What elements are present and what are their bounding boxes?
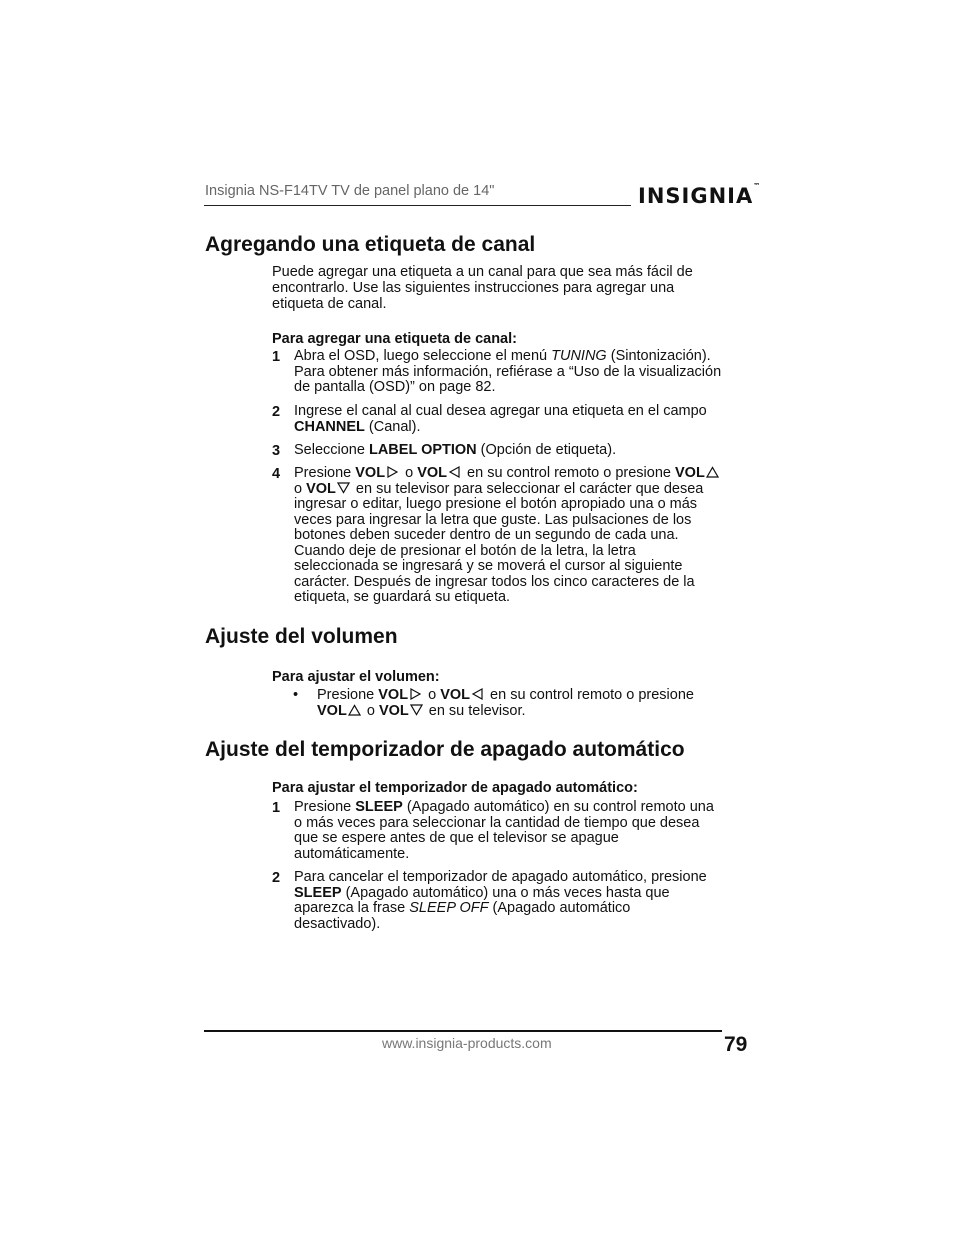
step-number: 2 [272,404,281,420]
section-heading-sleep-timer: Ajuste del temporizador de apagado automático [205,738,685,761]
procedure-subhead: Para ajustar el temporizador de apagado automático: [272,780,638,796]
vol-key: VOL [355,465,386,481]
vol-key: VOL [378,703,409,719]
vol-key: VOL [317,703,347,719]
intro-line: etiqueta de canal. [272,295,387,312]
running-header: Insignia NS-F14TV TV de panel plano de 14" [205,183,495,199]
tuning-menu-name: TUNING [551,348,607,364]
sleep-off-phrase: SLEEP OFF [409,900,489,916]
intro-paragraph [272,265,732,312]
step-text-part: (Opción de etiqueta). [476,442,617,458]
step-line: botones deben suceder dentro de un segundo de cada una. [294,527,679,543]
sleep-key: SLEEP [355,799,403,815]
step-number: 1 [272,800,281,816]
step-text [294,404,754,435]
step-line: Para obtener más información, refiérase a “Uso de la visualización [294,363,722,380]
footer-url: www.insignia-products.com [382,1035,552,1051]
page-number: 79 [724,1033,748,1056]
step-text-part: o [294,480,307,497]
vol-key: VOL [675,465,705,481]
section-heading-volume: Ajuste del volumen [205,625,398,648]
step-text-part: aparezca la frase [294,900,410,916]
step-text [294,870,754,932]
step-text-part: Presione [294,465,356,481]
step-text-part: en su televisor para seleccionar el carácter que desea [351,480,704,497]
step-number: 3 [272,443,281,459]
vol-key: VOL [306,480,336,497]
step-line: que se espere antes de que el televisor se apague [294,830,619,846]
step-text-part: Abra el OSD, luego seleccione el menú [294,348,552,364]
step-text [294,443,754,459]
step-text [294,800,754,862]
section-heading-channel-label: Agregando una etiqueta de canal [205,233,536,256]
step-line: seleccionada se ingresará y se moverá el cursor al siguiente [294,558,683,574]
step-text-part: (Apagado automático [488,900,631,916]
step-text [294,466,754,606]
step-text-part: Seleccione [294,442,369,458]
step-line: desactivado). [294,915,381,932]
step-line: o más veces para seleccionar la cantidad de tiempo que desea [294,814,700,831]
step-line: automáticamente. [294,845,410,862]
header-divider [204,205,631,206]
step-text-part: Presione [317,687,379,703]
vol-key: VOL [440,687,471,703]
bullet-marker: • [293,687,299,703]
step-text-part: (Apagado automático) en su control remoto una [402,799,714,815]
vol-key: VOL [378,687,409,703]
footer-divider [204,1030,722,1032]
step-text-part: (Sintonización). [606,348,711,364]
triangle-right-icon [409,688,422,700]
channel-field-name: CHANNEL [294,418,365,435]
triangle-up-icon [706,466,719,478]
procedure-subhead: Para ajustar el volumen: [272,669,440,685]
intro-line: encontrarlo. Use las siguientes instrucciones para agregar una [272,279,675,296]
step-text [294,349,754,396]
step-text-part: (Apagado automático) una o más veces hasta que [341,884,670,901]
step-line: Ingrese el canal al cual desea agregar una etiqueta en el campo [294,403,707,419]
step-line: Para cancelar el temporizador de apagado automático, presione [294,869,707,885]
intro-line: Puede agregar una etiqueta a un canal para que sea más fácil de [272,264,693,280]
procedure-subhead: Para agregar una etiqueta de canal: [272,331,517,347]
triangle-left-icon [448,466,461,478]
logo-trademark: ™ [753,182,762,190]
step-line: veces para ingresar la letra que guste. Las pulsaciones de los [294,511,692,528]
vol-key: VOL [417,465,448,481]
triangle-up-icon [348,704,361,716]
logo-text: INSIGNIA [638,184,754,208]
step-text-part: o [401,465,418,481]
bullet-text [317,687,747,719]
step-text-part: Presione [294,799,356,815]
step-text-part: en su control remoto o presione [463,465,675,481]
triangle-left-icon [471,688,484,700]
triangle-down-icon [410,704,423,716]
triangle-right-icon [386,466,399,478]
triangle-down-icon [337,482,350,494]
insignia-logo [638,184,761,208]
label-option-name: LABEL OPTION [368,442,477,458]
step-number: 4 [272,466,281,482]
step-text-part: o [424,687,441,703]
step-line: etiqueta, se guardará su etiqueta. [294,589,511,605]
step-number: 2 [272,870,281,886]
step-text-part: en su televisor. [424,703,526,719]
step-text-part: (Canal). [364,418,421,435]
step-line: Cuando deje de presionar el botón de la letra, la letra [294,542,636,559]
step-text-part: o [362,703,379,719]
step-line: ingresar o editar, luego presione el botón apropiado una o más [294,496,698,512]
step-line: de pantalla (OSD)” on page 82. [294,379,496,395]
step-number: 1 [272,349,281,365]
sleep-key: SLEEP [294,884,342,901]
step-text-part: en su control remoto o presione [486,687,694,703]
step-line: carácter. Después de ingresar todos los cinco caracteres de la [294,573,695,590]
